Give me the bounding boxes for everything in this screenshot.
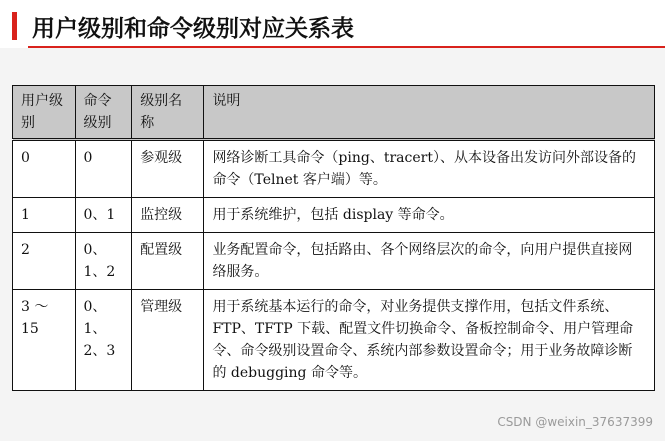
header-level-name: 级别名称 — [132, 86, 204, 140]
cell-description: 网络诊断工具命令（ping、tracert）、从本设备出发访问外部设备的命令（Telnet 客户端）等。 — [204, 140, 655, 198]
cell-description: 用于系统维护，包括 display 等命令。 — [204, 198, 655, 233]
cell-command-level: 0 — [75, 140, 132, 198]
title-accent-bar — [12, 12, 17, 40]
cell-level-name: 监控级 — [132, 198, 204, 233]
level-table — [12, 85, 655, 391]
header-user-level: 用户级别 — [13, 86, 76, 140]
cell-command-level: 0、1、2、3 — [75, 290, 132, 391]
page-title: 用户级别和命令级别对应关系表 — [32, 16, 354, 42]
title-underline — [28, 46, 665, 48]
cell-level-name: 配置级 — [132, 233, 204, 290]
cell-command-level: 0、1 — [75, 198, 132, 233]
table-row — [13, 198, 655, 233]
cell-description: 业务配置命令，包括路由、各个网络层次的命令，向用户提供直接网络服务。 — [204, 233, 655, 290]
cell-user-level: 3 ～ 15 — [13, 290, 76, 391]
cell-user-level: 0 — [13, 140, 76, 198]
table-row — [13, 290, 655, 391]
level-table-container — [12, 85, 655, 391]
title-bar — [0, 0, 665, 48]
cell-command-level: 0、1、2 — [75, 233, 132, 290]
table-header-row — [13, 86, 655, 140]
cell-description: 用于系统基本运行的命令，对业务提供支撑作用，包括文件系统、FTP、TFTP 下载、配置文件切换命令、备板控制命令、用户管理命令、命令级别设置命令、系统内部参数设置命令；用于业务故障诊断的 debugging 命令等。 — [204, 290, 655, 391]
cell-user-level: 1 — [13, 198, 76, 233]
table-row — [13, 233, 655, 290]
watermark-text: CSDN @weixin_37637399 — [497, 415, 653, 429]
cell-user-level: 2 — [13, 233, 76, 290]
cell-level-name: 管理级 — [132, 290, 204, 391]
table-row — [13, 140, 655, 198]
header-description: 说明 — [204, 86, 655, 140]
cell-level-name: 参观级 — [132, 140, 204, 198]
header-command-level: 命令级别 — [75, 86, 132, 140]
